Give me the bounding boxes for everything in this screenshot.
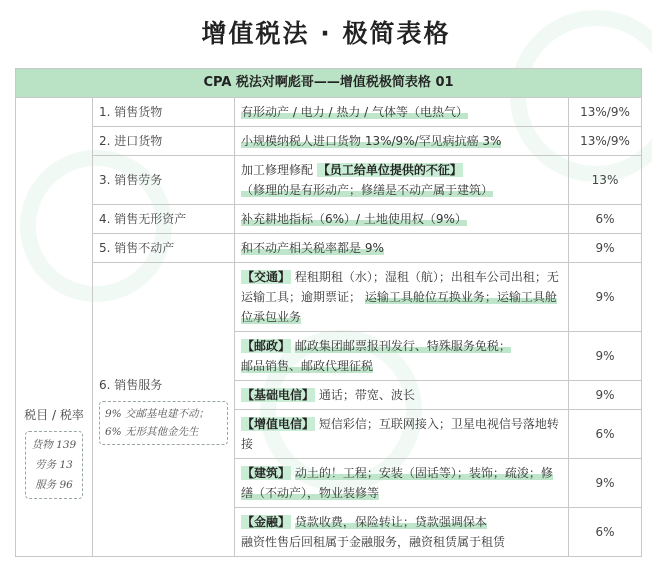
table-row <box>16 234 642 263</box>
memo-line: 货物 139 <box>31 439 77 451</box>
category-cell: 3. 销售劳务 <box>93 156 235 205</box>
content-tag: 【金融】 <box>242 515 291 529</box>
content-tag: 【邮政】 <box>242 339 291 353</box>
side-label: 税目 / 税率 <box>24 408 84 422</box>
vat-table <box>15 68 642 557</box>
content-tag: 【基础电信】 <box>242 388 315 402</box>
content-cell <box>235 234 569 263</box>
table-title: CPA 税法对啊彪哥——增值税极简表格 01 <box>16 69 642 98</box>
content-tag: 【员工给单位提供的不征】 <box>317 163 462 177</box>
content-text: （修理的是有形动产；修缮是不动产属于建筑） <box>241 183 494 197</box>
content-text: 邮品销售、邮政代理征税 <box>241 359 374 373</box>
content-cell <box>235 127 569 156</box>
content-text: 补充耕地指标（6%）/ 土地使用权（9%） <box>241 212 467 226</box>
rate-cell: 6% <box>569 410 642 459</box>
content-text: 有形动产 / 电力 / 热力 / 气体等（电热气） <box>241 105 469 119</box>
rate-cell: 6% <box>569 508 642 557</box>
side-label-cell <box>16 98 93 557</box>
category-cell: 1. 销售货物 <box>93 98 235 127</box>
content-cell <box>235 205 569 234</box>
table-row <box>16 127 642 156</box>
content-tag: 【增值电信】 <box>242 417 315 431</box>
rate-cell: 6% <box>569 205 642 234</box>
content-text: 通话；带宽、波长 <box>318 388 415 402</box>
category-cell: 5. 销售不动产 <box>93 234 235 263</box>
content-text: 融资性售后回租属于金融服务，融资租赁属于租赁 <box>241 535 506 549</box>
content-cell <box>235 332 569 381</box>
table-row <box>16 263 642 332</box>
rate-cell: 9% <box>569 381 642 410</box>
content-text: 和不动产相关税率都是 9% <box>241 241 384 255</box>
table-row <box>16 205 642 234</box>
content-cell <box>235 156 569 205</box>
page-title: 增值税法 · 极简表格 <box>201 19 451 48</box>
services-note <box>99 401 228 445</box>
rate-cell: 13% <box>569 156 642 205</box>
note-line: 9% 交邮基电建不动； <box>105 407 209 420</box>
services-category-cell <box>93 263 235 557</box>
rate-memo <box>25 431 83 499</box>
content-cell <box>235 98 569 127</box>
category-cell: 4. 销售无形资产 <box>93 205 235 234</box>
memo-line: 服务 96 <box>35 479 73 491</box>
rate-cell: 9% <box>569 459 642 508</box>
rate-cell: 9% <box>569 263 642 332</box>
content-text: 加工修理修配 <box>241 163 314 177</box>
memo-line: 劳务 13 <box>35 459 73 471</box>
table-row <box>16 98 642 127</box>
category-label: 6. 销售服务 <box>99 377 163 392</box>
content-tag: 【建筑】 <box>242 466 291 480</box>
content-tag: 【交通】 <box>242 270 291 284</box>
content-text: 运输工具舱位互换业务；运输工具舱位承包业务 <box>241 290 557 324</box>
content-cell <box>235 381 569 410</box>
content-cell <box>235 508 569 557</box>
rate-cell: 13%/9% <box>569 127 642 156</box>
rate-cell: 9% <box>569 234 642 263</box>
content-text: 邮政集团邮票报刊发行、特殊服务免税； <box>294 339 511 353</box>
category-cell: 2. 进口货物 <box>93 127 235 156</box>
rate-cell: 13%/9% <box>569 98 642 127</box>
content-text: 动土的！工程；安装（固话等）；装饰；疏浚；修缮（不动产），物业装修等 <box>241 466 553 500</box>
table-row <box>16 156 642 205</box>
content-text: 程租期租（水）；湿租（航）；出租车公司出租；无运输工具；逾期票证； <box>241 270 559 304</box>
content-text: 短信彩信；互联网接入；卫星电视信号落地转接 <box>241 417 559 451</box>
rate-cell: 9% <box>569 332 642 381</box>
content-cell <box>235 263 569 332</box>
content-text: 小规模纳税人进口货物 13%/9%/罕见病抗癌 3% <box>241 134 502 148</box>
content-cell <box>235 410 569 459</box>
content-cell <box>235 459 569 508</box>
content-text: 贷款收费，保险转让；贷款强调保本 <box>294 515 487 529</box>
note-line: 6% 无形其他金先生 <box>105 425 199 438</box>
